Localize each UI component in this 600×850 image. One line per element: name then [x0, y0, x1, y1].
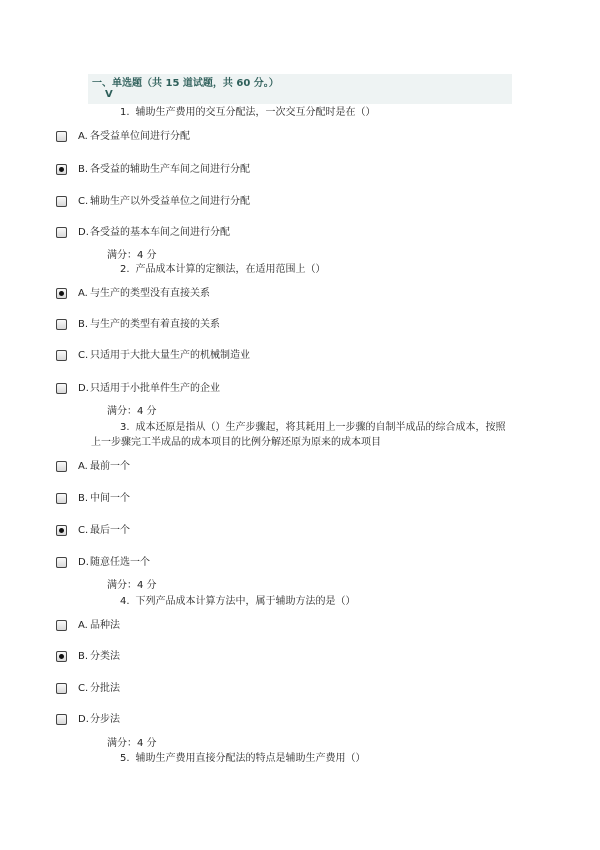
- option-label: 中间一个: [90, 493, 130, 504]
- question-number: 1.: [120, 107, 130, 118]
- radio-button[interactable]: [56, 131, 67, 142]
- radio-button-selected[interactable]: [56, 288, 67, 299]
- question-number: 5.: [120, 753, 130, 764]
- question-number: 2.: [120, 264, 130, 275]
- option-label: 品种法: [90, 620, 120, 631]
- option-label: 只适用于大批大量生产的机械制造业: [90, 350, 250, 361]
- section-header: [88, 74, 512, 104]
- q3-option-d[interactable]: [56, 557, 516, 575]
- option-letter: C.: [78, 196, 89, 207]
- option-label: 各受益的辅助生产车间之间进行分配: [90, 164, 250, 175]
- question-1-text: [120, 104, 376, 122]
- question-stem: 辅助生产费用直接分配法的特点是辅助生产费用（）: [135, 753, 366, 764]
- radio-button-selected[interactable]: [56, 525, 67, 536]
- q1-option-d[interactable]: [56, 227, 516, 245]
- option-letter: B.: [78, 319, 89, 330]
- q2-option-d[interactable]: [56, 383, 516, 401]
- q1-option-b[interactable]: [56, 164, 516, 182]
- option-label: 分类法: [90, 651, 120, 662]
- option-label: 只适用于小批单件生产的企业: [90, 383, 220, 394]
- radio-button[interactable]: [56, 350, 67, 361]
- radio-button[interactable]: [56, 461, 67, 472]
- option-label: 辅助生产以外受益单位之间进行分配: [90, 196, 250, 207]
- q4-option-a[interactable]: [56, 620, 516, 638]
- option-letter: A.: [78, 620, 88, 631]
- option-letter: B.: [78, 493, 89, 504]
- radio-button-selected[interactable]: [56, 651, 67, 662]
- question-5-text: [120, 750, 366, 768]
- radio-button[interactable]: [56, 493, 67, 504]
- question-4-text: [120, 593, 356, 611]
- option-letter: C.: [78, 683, 89, 694]
- option-letter: D.: [78, 557, 89, 568]
- q1-option-a[interactable]: [56, 131, 516, 149]
- collapse-toggle[interactable]: V: [105, 89, 113, 100]
- question-1-score: 满分：4 分: [107, 250, 157, 261]
- radio-button[interactable]: [56, 196, 67, 207]
- question-stem: 产品成本计算的定额法，在适用范围上（）: [135, 264, 326, 275]
- section-title: 一、单选题（共 15 道试题，共 60 分。）: [92, 78, 279, 89]
- question-number: 4.: [120, 596, 130, 607]
- question-stem: 辅助生产费用的交互分配法，一次交互分配时是在（）: [135, 107, 376, 118]
- q4-option-d[interactable]: [56, 714, 516, 732]
- question-3-score: 满分：4 分: [107, 580, 157, 591]
- q3-option-c[interactable]: [56, 525, 516, 543]
- radio-button[interactable]: [56, 620, 67, 631]
- option-letter: A.: [78, 131, 88, 142]
- option-letter: C.: [78, 525, 89, 536]
- option-label: 最后一个: [90, 525, 130, 536]
- option-label: 与生产的类型有着直接的关系: [90, 319, 220, 330]
- option-label: 分批法: [90, 683, 120, 694]
- radio-button[interactable]: [56, 683, 67, 694]
- option-label: 分步法: [90, 714, 120, 725]
- radio-button[interactable]: [56, 714, 67, 725]
- option-letter: D.: [78, 383, 89, 394]
- radio-button[interactable]: [56, 319, 67, 330]
- question-stem: 下列产品成本计算方法中，属于辅助方法的是（）: [135, 596, 356, 607]
- q3-option-a[interactable]: [56, 461, 516, 479]
- q4-option-c[interactable]: [56, 683, 516, 701]
- q2-option-a[interactable]: [56, 288, 516, 306]
- option-label: 最前一个: [90, 461, 130, 472]
- option-letter: A.: [78, 461, 88, 472]
- question-stem-line-1: 成本还原是指从（）生产步骤起，将其耗用上一步骤的自制半成品的综合成本，按照: [135, 422, 506, 433]
- option-letter: A.: [78, 288, 88, 299]
- question-number: 3.: [120, 422, 130, 433]
- option-label: 随意任选一个: [90, 557, 150, 568]
- q4-option-b[interactable]: [56, 651, 516, 669]
- option-letter: B.: [78, 164, 89, 175]
- radio-button-selected[interactable]: [56, 164, 67, 175]
- radio-button[interactable]: [56, 557, 67, 568]
- question-3-text-line-2: 上一步骤完工半成品的成本项目的比例分解还原为原来的成本项目: [91, 437, 381, 448]
- q1-option-c[interactable]: [56, 196, 516, 214]
- q2-option-b[interactable]: [56, 319, 516, 337]
- question-2-text: [120, 261, 326, 279]
- option-letter: B.: [78, 651, 89, 662]
- option-letter: C.: [78, 350, 89, 361]
- radio-button[interactable]: [56, 227, 67, 238]
- option-label: 各受益单位间进行分配: [90, 131, 190, 142]
- question-4-score: 满分：4 分: [107, 738, 157, 749]
- option-label: 各受益的基本车间之间进行分配: [90, 227, 230, 238]
- option-letter: D.: [78, 227, 89, 238]
- option-letter: D.: [78, 714, 89, 725]
- q3-option-b[interactable]: [56, 493, 516, 511]
- question-2-score: 满分：4 分: [107, 406, 157, 417]
- radio-button[interactable]: [56, 383, 67, 394]
- q2-option-c[interactable]: [56, 350, 516, 368]
- option-label: 与生产的类型没有直接关系: [90, 288, 210, 299]
